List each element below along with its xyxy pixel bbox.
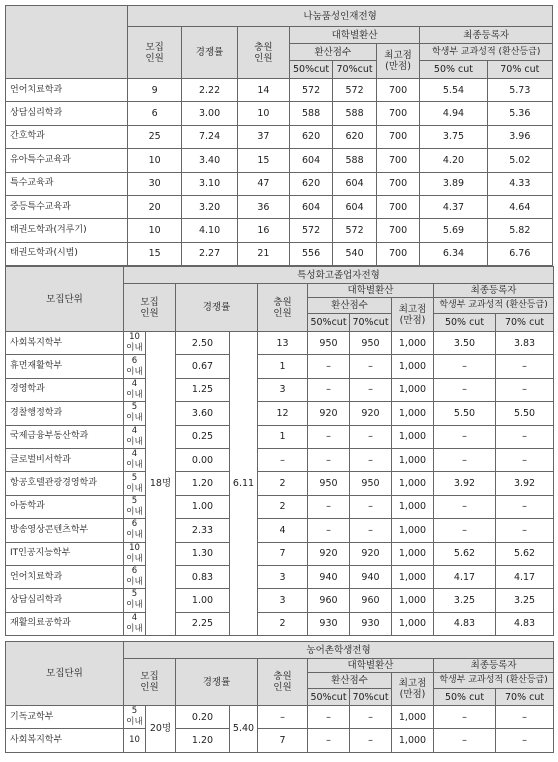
col-university-conv: 대학별환산 [308,284,434,298]
unit-name: 사회복지학부 [6,332,124,355]
max-score: 1,000 [392,729,434,752]
cut50: 556 [289,242,333,265]
cut70: 950 [350,332,392,355]
final70: 4.64 [487,195,552,218]
table-row [6,332,554,355]
final70: – [496,729,554,752]
quota: 9 [128,79,182,102]
extra: 47 [238,172,290,195]
col-cut50: 50%cut [308,314,350,332]
extra: 37 [238,125,290,148]
final50: 3.25 [434,589,496,612]
max-score: 1,000 [392,589,434,612]
cut70: 540 [333,242,377,265]
quota: 10 [128,149,182,172]
max-score: 1,000 [392,519,434,542]
col-cut50: 50%cut [289,61,333,79]
unit-name: 태권도학과(겨루기) [6,219,128,242]
max-score: 700 [376,79,420,102]
table-row [6,378,554,401]
competition: 2.25 [176,612,230,635]
max-score: 1,000 [392,472,434,495]
table-row [6,472,554,495]
unit-name: 재활의료공학과 [6,612,124,635]
cut50: – [308,355,350,378]
quota: 6 이내 [124,565,146,588]
max-score: 1,000 [392,495,434,518]
competition: 1.30 [176,542,230,565]
table-row [6,102,553,125]
quota: 6 이내 [124,519,146,542]
competition: 7.24 [182,125,238,148]
final50: 4.37 [420,195,487,218]
unit-name: 사회복지학부 [6,729,124,752]
quota: 5 이내 [124,495,146,518]
competition: 1.20 [176,472,230,495]
table-row [6,448,554,471]
cut70: 588 [333,102,377,125]
col-final50: 50% cut [420,61,487,79]
final70: – [496,425,554,448]
col-university-conv: 대학별환산 [308,659,434,673]
col-competition: 경쟁률 [182,27,238,79]
extra: 1 [258,355,308,378]
final70: – [496,519,554,542]
col-competition: 경쟁률 [176,659,258,706]
competition: 0.20 [176,706,230,729]
competition: 1.00 [176,589,230,612]
final70: 6.76 [487,242,552,265]
final70: 3.92 [496,472,554,495]
competition: 0.00 [176,448,230,471]
cut50: 572 [289,219,333,242]
unit-name: 상담심리학과 [6,589,124,612]
extra: 3 [258,589,308,612]
table-row [6,402,554,425]
final50: 3.89 [420,172,487,195]
final50: 3.92 [434,472,496,495]
final70: 4.17 [496,565,554,588]
quota: 10 이내 [124,332,146,355]
final50: 4.20 [420,149,487,172]
cut70: 588 [333,149,377,172]
quota: 10 [128,219,182,242]
final70: – [496,448,554,471]
quota: 15 [128,242,182,265]
col-cut50: 50%cut [308,689,350,706]
cut50: 572 [289,79,333,102]
extra: 2 [258,612,308,635]
cut70: 572 [333,79,377,102]
final50: 3.75 [420,125,487,148]
table-section-3 [5,641,554,753]
cut70: – [350,425,392,448]
final50: 4.94 [420,102,487,125]
final50: 3.50 [434,332,496,355]
final70: 5.62 [496,542,554,565]
competition: 3.40 [182,149,238,172]
extra: 14 [238,79,290,102]
unit-label: 모집단위 [6,267,124,332]
unit-name: 휴먼재활학부 [6,355,124,378]
cut50: – [308,519,350,542]
table-row [6,425,554,448]
cut70: 960 [350,589,392,612]
section-title: 농어촌학생전형 [124,642,554,659]
table-row [6,495,554,518]
extra: 4 [258,519,308,542]
extra: 7 [258,729,308,752]
table-row [6,79,553,102]
unit-name: 언어치료학과 [6,79,128,102]
final50: 4.83 [434,612,496,635]
competition: 0.83 [176,565,230,588]
quota: 4 이내 [124,448,146,471]
table-row [6,542,554,565]
col-final-reg: 최종등록자 [434,284,554,298]
cut50: 960 [308,589,350,612]
col-final50: 50% cut [434,314,496,332]
unit-label: 모집단위 [6,642,124,706]
quota: 4 이내 [124,612,146,635]
table-row [6,242,553,265]
quota: 5 이내 [124,472,146,495]
final50: 6.34 [420,242,487,265]
unit-name: 글로벌비서학과 [6,448,124,471]
quota: 5 이내 [124,706,146,729]
competition: 3.00 [182,102,238,125]
col-quota: 모집 인원 [124,659,176,706]
table-row [6,125,553,148]
col-university-conv: 대학별환산 [289,27,420,44]
col-grade-label: 학생부 교과성적 (환산등급) [434,673,554,689]
col-cut70: 70%cut [350,689,392,706]
final50: – [434,355,496,378]
cut50: 950 [308,332,350,355]
competition: 2.22 [182,79,238,102]
extra: – [258,706,308,729]
table-row [6,355,554,378]
max-score: 1,000 [392,448,434,471]
max-score: 700 [376,172,420,195]
col-quota: 모집 인원 [124,284,176,332]
final50: – [434,425,496,448]
col-cut70: 70%cut [333,61,377,79]
competition: 0.25 [176,425,230,448]
col-extra: 충원 인원 [258,659,308,706]
unit-name: 특수교육과 [6,172,128,195]
cut70: – [350,495,392,518]
unit-name: 유아특수교육과 [6,149,128,172]
unit-label-blank [6,6,128,79]
quota: 4 이내 [124,425,146,448]
final50: – [434,448,496,471]
final70: 5.36 [487,102,552,125]
max-score: 1,000 [392,425,434,448]
cut70: 572 [333,219,377,242]
extra: 21 [238,242,290,265]
max-score: 1,000 [392,542,434,565]
quota: 25 [128,125,182,148]
table-section-2 [5,266,554,636]
extra: – [258,448,308,471]
quota: 4 이내 [124,378,146,401]
cut50: 930 [308,612,350,635]
col-max-score: 최고점 (만점) [376,44,420,79]
max-score: 1,000 [392,355,434,378]
col-extra: 충원 인원 [238,27,290,79]
cut50: 620 [289,172,333,195]
final50: – [434,378,496,401]
cut70: 604 [333,172,377,195]
col-conv-score: 환산점수 [289,44,376,61]
unit-name: 국제금융부동산학과 [6,425,124,448]
col-max-score: 최고점 (만점) [392,673,434,706]
unit-name: 언어치료학과 [6,565,124,588]
quota: 5 이내 [124,589,146,612]
final50: – [434,519,496,542]
total-quota: 20명 [146,706,176,753]
col-cut70: 70%cut [350,314,392,332]
table-row [6,729,554,752]
section-title: 나눔품성인재전형 [128,6,553,27]
col-final70: 70% cut [487,61,552,79]
max-score: 700 [376,102,420,125]
cut70: 920 [350,402,392,425]
table-row [6,195,553,218]
cut50: – [308,425,350,448]
col-max-score: 최고점 (만점) [392,298,434,332]
cut50: – [308,495,350,518]
quota: 6 이내 [124,355,146,378]
final50: 5.69 [420,219,487,242]
final70: 3.96 [487,125,552,148]
final70: 3.83 [496,332,554,355]
unit-name: 태권도학과(시범) [6,242,128,265]
max-score: 1,000 [392,706,434,729]
col-conv-score: 환산점수 [308,298,392,314]
total-rate: 5.40 [230,706,258,753]
final70: – [496,495,554,518]
final50: – [434,729,496,752]
extra: 7 [258,542,308,565]
final70: – [496,378,554,401]
cut70: 604 [333,195,377,218]
max-score: 700 [376,149,420,172]
final50: – [434,706,496,729]
competition: 4.10 [182,219,238,242]
competition: 3.10 [182,172,238,195]
competition: 1.20 [176,729,230,752]
col-quota: 모집 인원 [128,27,182,79]
col-final-reg: 최종등록자 [420,27,553,44]
cut50: – [308,448,350,471]
final70: 5.82 [487,219,552,242]
extra: 2 [258,472,308,495]
cut50: 588 [289,102,333,125]
cut50: 920 [308,402,350,425]
cut50: 940 [308,565,350,588]
quota: 10 [124,729,146,752]
final50: 4.17 [434,565,496,588]
unit-name: 방송영상콘텐츠학부 [6,519,124,542]
unit-name: 아동학과 [6,495,124,518]
extra: 36 [238,195,290,218]
unit-name: 간호학과 [6,125,128,148]
quota: 10 이내 [124,542,146,565]
table-row [6,219,553,242]
max-score: 700 [376,195,420,218]
extra: 10 [238,102,290,125]
cut50: – [308,706,350,729]
table-section-1 [5,5,553,266]
col-conv-score: 환산점수 [308,673,392,689]
max-score: 1,000 [392,332,434,355]
max-score: 1,000 [392,402,434,425]
unit-name: IT인공지능학부 [6,542,124,565]
final70: – [496,355,554,378]
col-final70: 70% cut [496,689,554,706]
max-score: 700 [376,125,420,148]
competition: 2.27 [182,242,238,265]
col-extra: 충원 인원 [258,284,308,332]
final50: 5.54 [420,79,487,102]
final50: – [434,495,496,518]
table-row [6,612,554,635]
extra: 2 [258,495,308,518]
cut50: 604 [289,195,333,218]
cut70: 950 [350,472,392,495]
final70: 3.25 [496,589,554,612]
table-row [6,565,554,588]
total-quota: 18명 [146,332,176,636]
final70: 4.83 [496,612,554,635]
max-score: 1,000 [392,612,434,635]
cut70: – [350,519,392,542]
extra: 12 [258,402,308,425]
extra: 3 [258,378,308,401]
competition: 1.00 [176,495,230,518]
unit-name: 기독교학부 [6,706,124,729]
cut70: – [350,448,392,471]
final50: 5.62 [434,542,496,565]
extra: 13 [258,332,308,355]
final70: 5.73 [487,79,552,102]
final70: – [496,706,554,729]
cut50: 604 [289,149,333,172]
cut70: – [350,706,392,729]
final70: 5.50 [496,402,554,425]
competition: 3.20 [182,195,238,218]
col-final-reg: 최종등록자 [434,659,554,673]
unit-name: 항공호텔관광경영학과 [6,472,124,495]
unit-name: 중등특수교육과 [6,195,128,218]
table-row [6,149,553,172]
max-score: 700 [376,219,420,242]
unit-name: 경영학과 [6,378,124,401]
cut70: 620 [333,125,377,148]
quota: 6 [128,102,182,125]
cut70: 940 [350,565,392,588]
table-row [6,706,554,729]
max-score: 1,000 [392,378,434,401]
competition: 3.60 [176,402,230,425]
competition: 2.33 [176,519,230,542]
extra: 1 [258,425,308,448]
quota: 30 [128,172,182,195]
col-grade-label: 학생부 교과성적 (환산등급) [420,44,553,61]
cut70: 920 [350,542,392,565]
cut50: 620 [289,125,333,148]
max-score: 700 [376,242,420,265]
final70: 4.33 [487,172,552,195]
unit-name: 경찰행정학과 [6,402,124,425]
col-final70: 70% cut [496,314,554,332]
extra: 16 [238,219,290,242]
quota: 20 [128,195,182,218]
cut50: – [308,378,350,401]
cut70: – [350,729,392,752]
final70: 5.02 [487,149,552,172]
cut70: 930 [350,612,392,635]
col-competition: 경쟁률 [176,284,258,332]
total-rate: 6.11 [230,332,258,636]
competition: 1.25 [176,378,230,401]
cut70: – [350,355,392,378]
cut50: 920 [308,542,350,565]
extra: 15 [238,149,290,172]
table-row [6,589,554,612]
competition: 0.67 [176,355,230,378]
extra: 3 [258,565,308,588]
unit-name: 상담심리학과 [6,102,128,125]
cut50: 950 [308,472,350,495]
table-row [6,172,553,195]
cut50: – [308,729,350,752]
quota: 5 이내 [124,402,146,425]
competition: 2.50 [176,332,230,355]
col-final50: 50% cut [434,689,496,706]
cut70: – [350,378,392,401]
table-row [6,519,554,542]
final50: 5.50 [434,402,496,425]
section-title: 특성화고졸업자전형 [124,267,554,284]
col-grade-label: 학생부 교과성적 (환산등급) [434,298,554,314]
max-score: 1,000 [392,565,434,588]
